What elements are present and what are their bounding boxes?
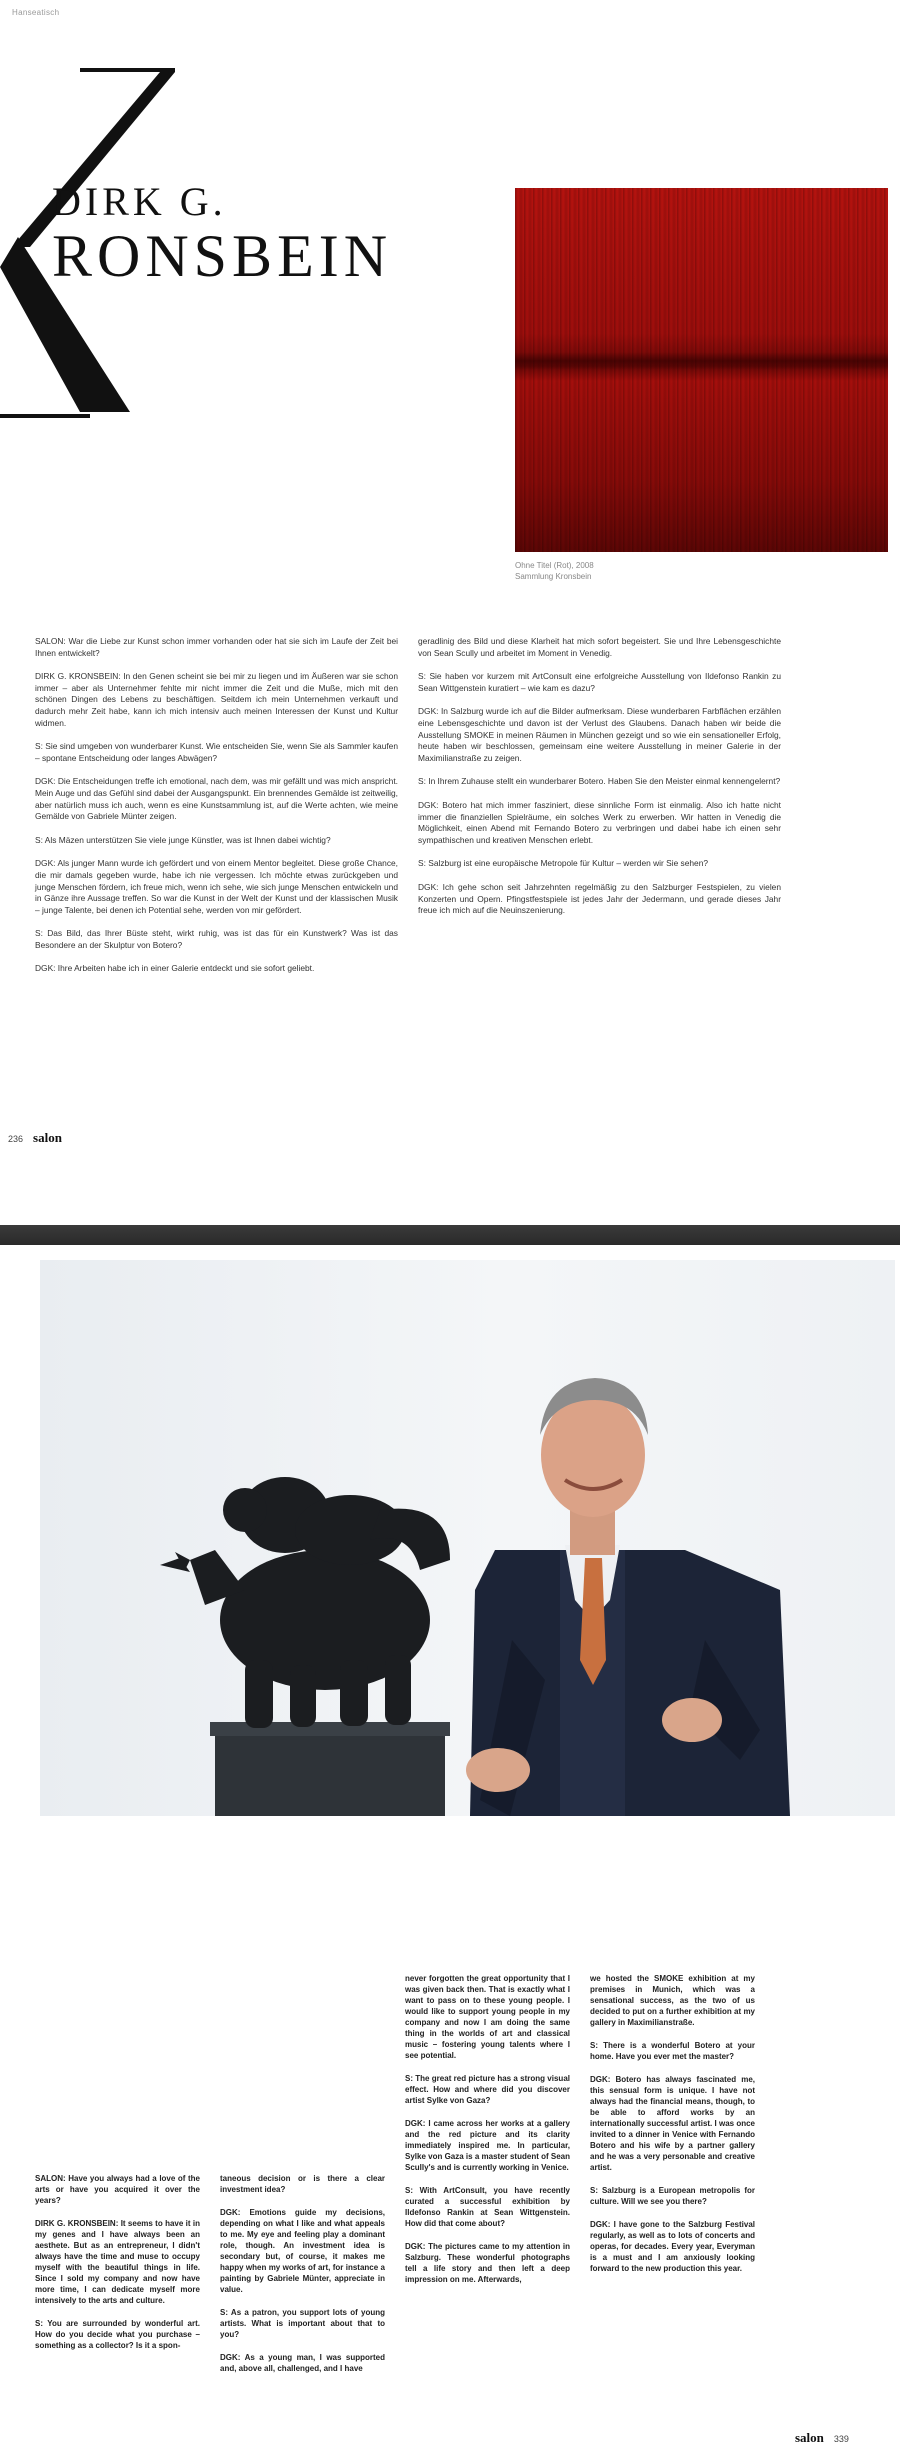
pedestal-shape <box>215 1730 445 1816</box>
portrait-photo <box>40 1260 895 1816</box>
magazine-page-right <box>0 1245 900 2455</box>
article-column-en-3 <box>405 1973 570 2297</box>
caption-line-2: Sammlung Kronsbein <box>515 572 592 581</box>
article-column-en-1 <box>35 2173 200 2363</box>
paragraph: S: With ArtConsult, you have recently curated a successful exhibition by Ildefonso Rankin at Sean Wittgenstein. How did that come about? <box>405 2186 570 2228</box>
paragraph: S: Als Mäzen unterstützen Sie viele junge Künstler, was ist Ihnen dabei wichtig? <box>35 834 331 845</box>
paragraph: DGK: Ihre Arbeiten habe ich in einer Galerie entdeckt und sie sofort geliebt. <box>35 963 315 974</box>
article-column-en-2 <box>220 2173 385 2386</box>
paragraph: SALON: War die Liebe zur Kunst schon immer vorhanden oder hat sie sich im Laufe der Zeit bei Ihnen entwickelt? <box>35 636 398 658</box>
paragraph: DGK: As a young man, I was supported and, above all, challenged, and I have <box>220 2353 385 2373</box>
paragraph: S: Salzburg ist eine europäische Metropole für Kultur – werden wir Sie sehen? <box>418 858 709 869</box>
paragraph: DGK: In Salzburg wurde ich auf die Bilder aufmerksam. Diese wunderbaren Farbflächen erzählen eine Lebensgeschichte und davon ist der Verlust des Glaubens. Danach haben wir beide die Ausstellung SMOKE in meinen Räumen in München gezeigt und so wie ein sensationeller Erfolg, heute haben wir beschlossen, gemeinsam eine weitere Ausstellung in meiner Galerie in der Maximilianstraße zu zeigen. <box>418 706 781 763</box>
painting-caption <box>515 560 765 582</box>
bronze-sculpture-shape <box>160 1477 450 1728</box>
page-divider <box>0 1225 900 1245</box>
paragraph: DGK: I have gone to the Salzburg Festival regularly, as well as to lots of concerts and operas, for decades. Every year, Everyman is a must and I am anxiously looking forward to the new production this year. <box>590 2220 755 2273</box>
paragraph: DGK: Emotions guide my decisions, depending on what I like and what appeals to me. My eye and feeling play a dominant role, though. An investment idea is secondary but, of course, it makes me happy when my works of art, for instance a painting by Gabriele Münter, appreciate in value. <box>220 2208 385 2294</box>
paragraph: S: As a patron, you support lots of young artists. What is important about that to you? <box>220 2308 385 2339</box>
paragraph: DGK: Botero hat mich immer fasziniert, diese sinnliche Form ist einmalig. Also ich hatte nicht immer die finanziellen Spielräume, ein solches Werk zu erwerben. Wir hatten in Venedig die Möglichkeit, einen Abend mit Fernando Botero zu verbringen und dabei habe ich einen sehr sympathischen und kreativen Menschen erlebt. <box>418 799 781 845</box>
paragraph: DGK: The pictures came to my attention in Salzburg. These wonderful photographs tell a life story and then left a deep impression on me. Afterwards, <box>405 2242 570 2284</box>
paragraph: S: Das Bild, das Ihrer Büste steht, wirkt ruhig, was ist das für ein Kunstwerk? Was ist das Besondere an der Skulptur von Botero? <box>35 928 398 950</box>
paragraph: SALON: Have you always had a love of the arts or have you acquired it over the years? <box>35 2174 200 2205</box>
article-column-1 <box>35 636 398 987</box>
article-column-en-4 <box>590 1973 755 2286</box>
page-folio-right <box>795 2430 849 2446</box>
magazine-brand: salon <box>795 2430 824 2445</box>
paragraph: S: You are surrounded by wonderful art. How do you decide what you purchase – something as a collector? Is it a spon- <box>35 2319 200 2350</box>
paragraph: we hosted the SMOKE exhibition at my premises in Munich, which was a sensational success, as the two of us decided to put on a further exhibition at my gallery in Maximilianstraße. <box>590 1974 755 2027</box>
article-title <box>52 179 393 289</box>
paragraph: S: In Ihrem Zuhause stellt ein wunderbarer Botero. Haben Sie den Meister einmal kennengelernt? <box>418 776 781 787</box>
red-painting-image <box>515 188 888 552</box>
page-number: 339 <box>833 2434 849 2444</box>
portrait-photo-illustration <box>40 1260 895 1816</box>
paragraph: DGK: Als junger Mann wurde ich gefördert und von einem Mentor begleitet. Diese große Chance, die mir damals gegeben wurde, habe ich nie vergessen. Ich möchte etwas zurückgeben und junge Menschen fördern, ich freue mich, wenn ich sehe, wie sich junge Menschen entwickeln und in Gänze ihre Aussage treffen. So war die Kunst in der Welt der Kunst und der klassischen Musik – junge Talente, bei denen ich Potential sehe, werden von mir gefördert. <box>35 858 398 915</box>
title-last-name: RONSBEIN <box>52 223 393 289</box>
paragraph: DGK: Die Entscheidungen treffe ich emotional, nach dem, was mir gefällt und was mich anspricht. Mein Auge und das Gefühl sind dabei der Ausgangspunkt. Ein brennendes Gemälde ist zeitweilig, aber natürlich muss ich auch, wenn es eine Kunstsammlung ist, auf die Werte achten, wie meine Gemälde von Gabriele Münter zeigen. <box>35 776 398 822</box>
paragraph: geradlinig des Bild und diese Klarheit hat mich sofort begeistert. Sie und Ihre Lebensgeschichte von Sean Scully und arbeitet im Moment in Venedig. <box>418 636 781 658</box>
paragraph: DIRK G. KRONSBEIN: It seems to have it in my genes and I have always been an aesthete. But as an entrepreneur, I didn't always have the time and muse to occupy myself with the beautiful things in life. Since I sold my company and now have more time, I can dedicate myself more intensively to the arts and culture. <box>35 2219 200 2305</box>
paragraph: DGK: Ich gehe schon seit Jahrzehnten regelmäßig zu den Salzburger Festspielen, zu vielen Konzerten und Opern. Pfingstfestspiele ist jedes Jahr der Jedermann, und gerade dieses Jahr freue ich mich auf die Neuinszenierung. <box>418 881 781 916</box>
article-column-2 <box>418 636 781 929</box>
paragraph: taneous decision or is there a clear investment idea? <box>220 2174 385 2194</box>
paragraph: S: Sie haben vor kurzem mit ArtConsult eine erfolgreiche Ausstellung von Ildefonso Rankin zu Sean Wittgenstein kuratiert – wie kam es dazu? <box>418 671 781 693</box>
title-first-name: DIRK G. <box>52 179 227 224</box>
paragraph: S: Sie sind umgeben von wunderbarer Kunst. Wie entscheiden Sie, wenn Sie als Sammler kaufen – spontane Entscheidung oder langes Abwägen? <box>35 741 398 763</box>
page-folio-left <box>8 1130 62 1146</box>
magazine-brand: salon <box>33 1130 62 1145</box>
paragraph: S: There is a wonderful Botero at your home. Have you ever met the master? <box>590 2041 755 2061</box>
section-label: Hanseatisch <box>12 8 60 17</box>
magazine-page-left <box>0 0 900 1225</box>
painting-horizontal-streak <box>515 352 888 370</box>
page-number: 236 <box>8 1134 24 1144</box>
pedestal-top <box>210 1722 450 1736</box>
caption-line-1: Ohne Titel (Rot), 2008 <box>515 561 594 570</box>
paragraph: S: Salzburg is a European metropolis for culture. Will we see you there? <box>590 2186 755 2206</box>
paragraph: DGK: I came across her works at a gallery and the red picture and its clarity immediately inspired me. In particular, Sylke von Gaza is a master student of Sean Scully's and is currently working in Venice. <box>405 2119 570 2172</box>
paragraph: S: The great red picture has a strong visual effect. How and where did you discover artist Sylke von Gaza? <box>405 2074 570 2105</box>
paragraph: DIRK G. KRONSBEIN: In den Genen scheint sie bei mir zu liegen und im Äußeren war sie schon immer – aber als Unternehmer fehlte mir nicht immer die Zeit und die Muße, mich mit den schönen Dingen des Lebens zu beschäftigen. Seitdem ich mein Unternehmen verkauft und dadurch mehr Zeit habe, kann ich mich intensiv auch meinen Interessen der Kunst und Kultur widmen. <box>35 671 398 728</box>
man-figure-shape <box>466 1378 790 1816</box>
paragraph: DGK: Botero has always fascinated me, this sensual form is unique. I have not always had the financial means, though, to be able to afford works by an internationally successful artist. I was once invited to a dinner in Venice with Fernando Botero and his wife by a partner gallery and he was a very personable and creative artist. <box>590 2075 755 2172</box>
paragraph: never forgotten the great opportunity that I was given back then. That is exactly what I want to pass on to these young people. I would like to support young people in my company and now I am doing the same thing in the worlds of art and classical music – fostering young talents where I see potential. <box>405 1974 570 2060</box>
